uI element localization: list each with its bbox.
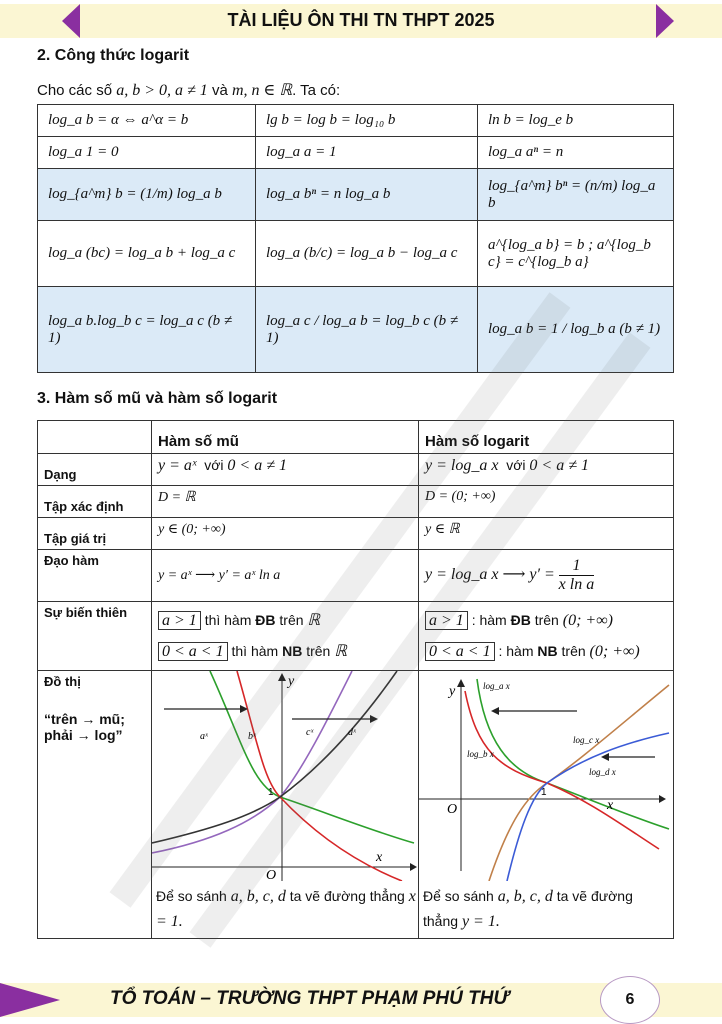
exp-domain: D = ℝ — [152, 486, 419, 518]
with-word: với — [506, 457, 526, 473]
row-header-graph-cell — [38, 671, 152, 939]
formula-cell: log_a 1 = 0 — [38, 137, 256, 169]
formula-cell: a^{log_a b} = b ; a^{log_b c} = c^{log_b a} — [478, 221, 674, 287]
text-tren: trên — [561, 643, 586, 659]
table-row-form — [38, 454, 674, 486]
text-ham: : hàm — [471, 612, 507, 628]
log-derivative-cell — [419, 550, 674, 602]
exp-graph-caption — [152, 884, 418, 934]
cond-a-lt-1: 0 < a < 1 — [425, 642, 495, 661]
log-domain: D = (0; +∞) — [419, 486, 674, 518]
formula-row — [38, 137, 674, 169]
row-header-range: Tập giá trị — [38, 518, 152, 550]
set-r: ℝ — [334, 643, 347, 660]
set-r: ℝ — [307, 612, 321, 629]
formula-cell: log_a aⁿ = n — [478, 137, 674, 169]
exp-variation-cell — [152, 602, 419, 671]
formula-cell: log_a c / log_a b = log_b c (b ≠ 1) — [256, 287, 478, 373]
exp-vertical-line: x = 1. — [156, 888, 416, 930]
log-derivative-left: y = log_a x ⟶ y′ = — [425, 566, 555, 584]
row-header-form: Dạng — [38, 454, 152, 486]
formula-cell: log_a a = 1 — [256, 137, 478, 169]
log-cond: 0 < a ≠ 1 — [529, 457, 589, 474]
compare-vars: a, b, c, d — [230, 888, 286, 905]
formula-cell: log_a bⁿ = n log_a b — [256, 169, 478, 221]
curve-log-b — [465, 691, 659, 849]
compare-text: Để so sánh — [156, 888, 227, 904]
label-origin: O — [266, 868, 277, 881]
intro-prefix: Cho các số — [37, 82, 113, 99]
exp-range: y ∈ (0; +∞) — [152, 518, 419, 550]
interval-positive: (0; +∞) — [589, 643, 640, 660]
exp-graph-cell — [152, 671, 419, 939]
label-y-axis: y — [288, 674, 295, 689]
label-c-power-x: cˣ — [306, 727, 314, 738]
section-2-intro — [37, 80, 340, 100]
formula-cell: log_a b = α ⇔ a^α = b — [38, 105, 256, 137]
cond-a-gt-1: a > 1 — [425, 611, 468, 630]
fraction-denominator: x ln a — [558, 576, 595, 593]
curve-log-c — [489, 685, 669, 881]
label-db: ĐB — [255, 612, 276, 628]
table-row-graph — [38, 671, 674, 939]
label-d-power-x: dˣ — [348, 727, 356, 738]
exp-variation-line — [158, 605, 412, 636]
intro-vars: a, b > 0, a ≠ 1 — [116, 82, 208, 99]
row-header-derivative: Đạo hàm — [38, 550, 152, 602]
x-axis-arrowhead — [659, 795, 666, 803]
exp-variation-line — [158, 636, 412, 667]
footer-arrow-decoration — [0, 983, 60, 1017]
cond-a-lt-1: 0 < a < 1 — [158, 642, 228, 661]
formula-cell: log_a (bc) = log_a b + log_a c — [38, 221, 256, 287]
label-db: ĐB — [510, 612, 531, 628]
intro-and: và — [211, 82, 228, 99]
formula-cell: lg b = log b = log₁₀ b — [256, 105, 478, 137]
formula-cell: log_a b = 1 / log_b a (b ≠ 1) — [478, 287, 674, 373]
exp-log-function-table — [37, 420, 674, 939]
log-variation-cell — [419, 602, 674, 671]
graph-mnemonic-note: “trên → mũ; phải → log” — [44, 711, 125, 743]
cond-a-gt-1: a > 1 — [158, 611, 201, 630]
table-row-derivative — [38, 550, 674, 602]
label-b-power-x: bˣ — [248, 731, 256, 742]
formula-cell: log_{a^m} b = (1/m) log_a b — [38, 169, 256, 221]
label-log-d: log_d x — [589, 767, 616, 777]
exp-derivative: y = aˣ ⟶ y′ = aˣ ln a — [152, 550, 419, 602]
table-row-variation — [38, 602, 674, 671]
label-a-power-x: aˣ — [200, 731, 208, 742]
text-thi-ham: thì hàm — [231, 643, 279, 659]
section-2-title: 2. Công thức logarit — [37, 47, 190, 64]
page-number-badge: 6 — [600, 976, 660, 1024]
footer-title: TỔ TOÁN – TRƯỜNG THPT PHẠM PHÚ THỨ — [110, 988, 509, 1009]
exp-form: y = aˣ — [158, 457, 197, 474]
x-axis-arrowhead — [410, 863, 417, 871]
table-header-row — [38, 421, 674, 454]
log-graph-caption — [419, 884, 673, 934]
formula-cell: ln b = log_e b — [478, 105, 674, 137]
log-graph-svg — [419, 671, 672, 881]
formula-cell: log_{a^m} bⁿ = (n/m) log_a b — [478, 169, 674, 221]
label-nb: NB — [537, 643, 558, 659]
text-tren: trên — [534, 612, 559, 628]
col-header-log: Hàm số logarit — [419, 421, 674, 454]
formula-row — [38, 169, 674, 221]
y-axis-arrowhead — [457, 679, 465, 687]
label-x-axis: x — [607, 798, 614, 813]
interval-positive: (0; +∞) — [562, 612, 613, 629]
label-x-axis: x — [376, 850, 383, 865]
formula-cell: log_a b.log_b c = log_a c (b ≠ 1) — [38, 287, 256, 373]
row-header-variation: Sự biến thiên — [38, 602, 152, 671]
compare-text-2: ta vẽ đường thẳng — [423, 888, 633, 929]
compare-text-2: ta vẽ đường thẳng — [289, 888, 405, 904]
empty-corner-cell — [38, 421, 152, 454]
col-header-exp: Hàm số mũ — [152, 421, 419, 454]
text-tren: trên — [306, 643, 331, 659]
label-log-a: log_a x — [483, 681, 510, 691]
text-thi-ham: thì hàm — [204, 612, 252, 628]
exp-graph-svg — [152, 671, 417, 881]
text-ham: : hàm — [498, 643, 534, 659]
label-nb: NB — [282, 643, 303, 659]
log-form-cell — [419, 454, 674, 486]
row-header-domain: Tập xác định — [38, 486, 152, 518]
compare-vars: a, b, c, d — [497, 888, 553, 905]
formula-cell: log_a (b/c) = log_a b − log_a c — [256, 221, 478, 287]
arrowhead — [491, 707, 499, 715]
section-3-title: 3. Hàm số mũ và hàm số logarit — [37, 390, 278, 407]
label-log-b: log_b x — [467, 749, 494, 759]
formula-row — [38, 105, 674, 137]
table-row-range — [38, 518, 674, 550]
log-range: y ∈ ℝ — [419, 518, 674, 550]
header-title: TÀI LIỆU ÔN THI TN THPT 2025 — [227, 10, 495, 30]
exp-cond: 0 < a ≠ 1 — [227, 457, 287, 474]
with-word: với — [204, 457, 224, 473]
intro-suffix: . Ta có: — [292, 82, 341, 99]
curve-log-d — [507, 733, 669, 881]
label-one: 1 — [268, 787, 274, 798]
text-tren: trên — [279, 612, 304, 628]
y-axis-arrowhead — [278, 673, 286, 681]
arrowhead — [601, 753, 609, 761]
log-horizontal-line: y = 1. — [461, 913, 500, 930]
log-graph-cell — [419, 671, 674, 939]
log-derivative-fraction — [559, 557, 595, 594]
compare-text: Để so sánh — [423, 888, 494, 904]
log-variation-line — [425, 636, 667, 667]
label-one: 1 — [541, 787, 547, 798]
curve-d-power-x — [152, 671, 397, 843]
label-log-c: log_c x — [573, 735, 600, 745]
log-form: y = log_a x — [425, 457, 499, 474]
exp-form-cell — [152, 454, 419, 486]
table-row-domain — [38, 486, 674, 518]
logarithm-formula-table — [37, 104, 674, 373]
formula-row — [38, 287, 674, 373]
fraction-numerator: 1 — [559, 557, 595, 576]
label-y-axis: y — [449, 684, 456, 699]
intro-vars2: m, n ∈ ℝ — [231, 82, 293, 99]
curve-log-a — [477, 679, 669, 829]
formula-row — [38, 221, 674, 287]
arrowhead — [370, 715, 378, 723]
log-variation-line — [425, 605, 667, 636]
label-origin: O — [447, 802, 458, 817]
row-header-graph: Đồ thị — [44, 674, 81, 689]
